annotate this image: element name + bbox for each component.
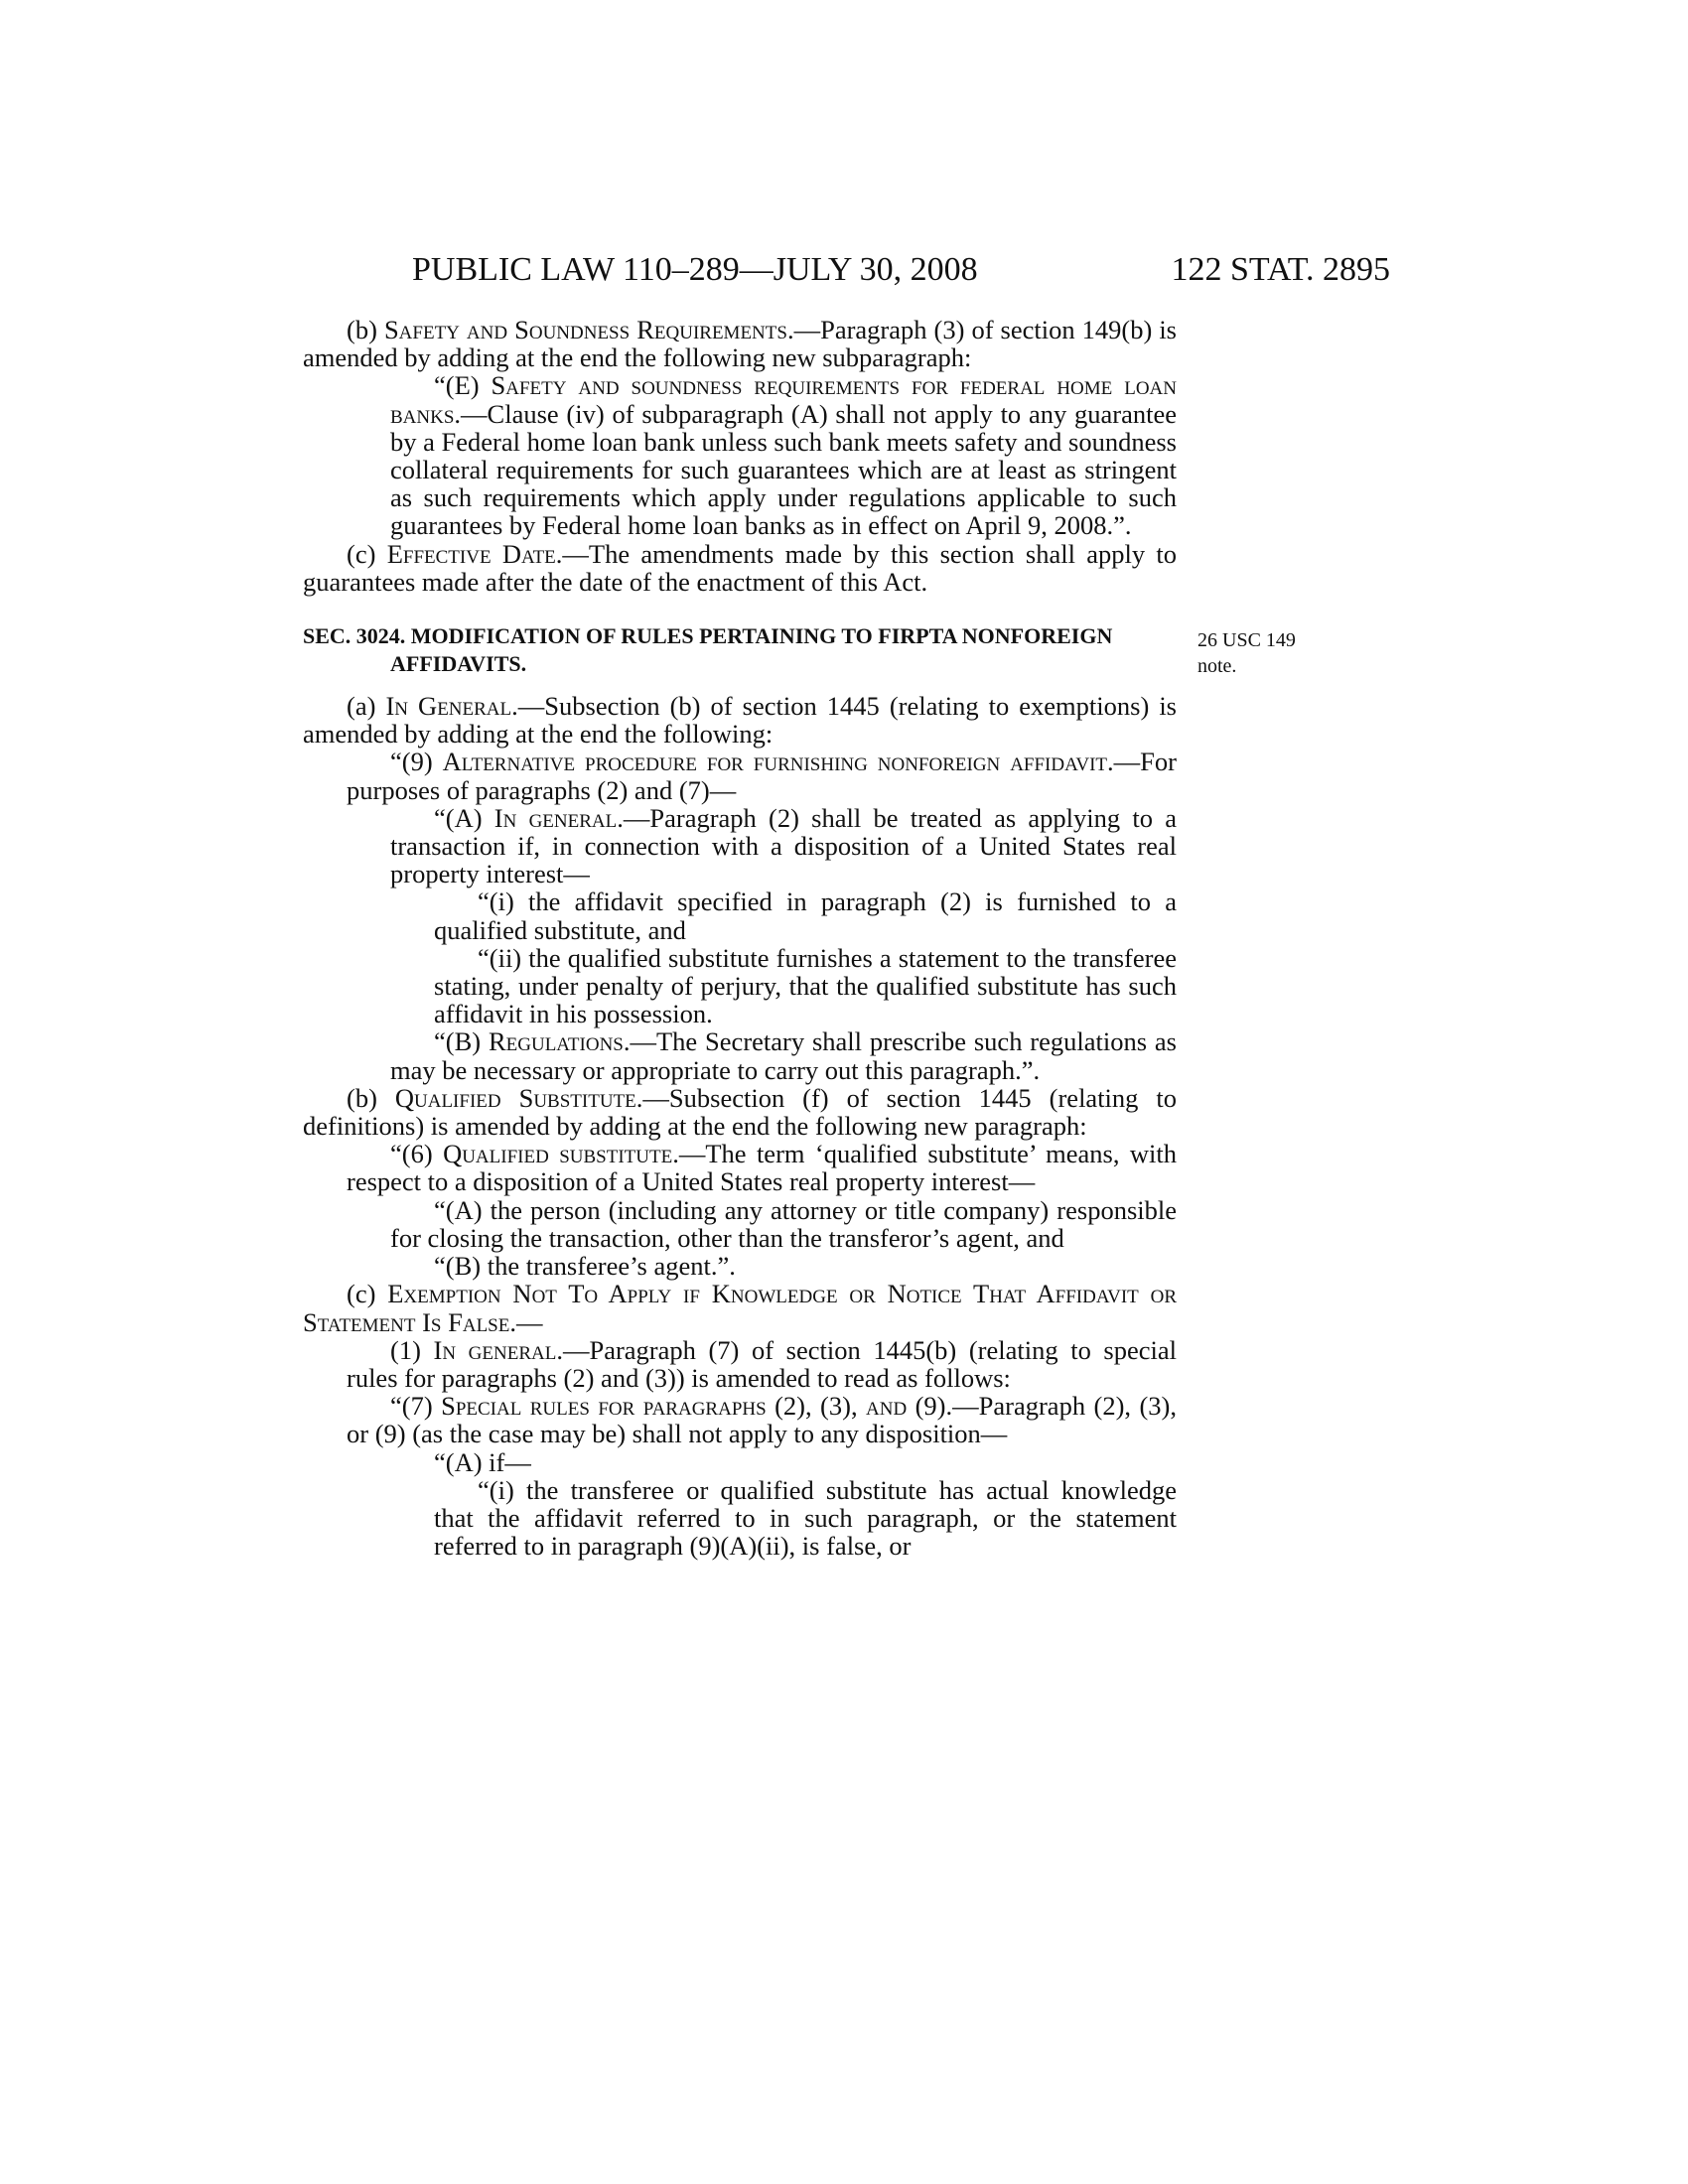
- subsection-b-safety-soundness: (b) Safety and Soundness Requirements.—Paragraph (3) of section 149(b) is amended by adding at the end the following new subparagraph:: [303, 315, 1177, 373]
- subparagraph-a-closing-person: “(A) the person (including any attorney or title company) responsible for closing the transaction, other than the transferor’s agent, and: [390, 1194, 1177, 1253]
- clause-i-affidavit: “(i) the affidavit specified in paragraph (2) is furnished to a qualified substitute, and: [434, 887, 1177, 945]
- paragraph-6-qualified-substitute: “(6) Qualified substitute.—The term ‘qualified substitute’ means, with respect to a disposition of a United States real property interest—: [347, 1139, 1178, 1197]
- subsection-b-qualified-substitute: (b) Qualified Substitute.—Subsection (f) of section 1445 (relating to definitions) is amended by adding at the end the following new paragraph:: [303, 1082, 1177, 1142]
- subsection-c-effective-date: (c) Effective Date.—The amendments made by this section shall apply to guarantees made after the date of the enactment of this Act.: [303, 538, 1177, 597]
- subparagraph-b-transferee-agent: “(B) the transferee’s agent.”.: [434, 1251, 736, 1282]
- clause-ii-statement: “(ii) the qualified substitute furnishes a statement to the transferee stating, under penalty of perjury, that the qualified substitute has such affidavit in his possession.: [434, 942, 1177, 1029]
- subparagraph-e-fhlb-requirements: “(E) Safety and soundness requirements for federal home loan banks.—Clause (iv) of subparagraph (A) shall not apply to any guarantee by a Federal home loan bank unless such bank meets safety and soundness collateral requirements for such guarantees which are at least as stringent as such requirements which apply under regulations applicable to such guarantees by Federal home loan banks as in effect on April 9, 2008.”.: [390, 370, 1177, 541]
- subsection-c-exemption-heading: (c) Exemption Not To Apply if Knowledge or Notice That Affidavit or Statement Is False.—: [303, 1279, 1177, 1337]
- paragraph-9-alternative-procedure: “(9) Alternative procedure for furnishing nonforeign affidavit.—For purposes of paragraphs (2) and (7)—: [347, 747, 1177, 805]
- clause-i-actual-knowledge: “(i) the transferee or qualified substitute has actual knowledge that the affidavit referred to in such paragraph, or the statement referred to in paragraph (9)(A)(ii), is false, or: [434, 1474, 1177, 1562]
- paragraph-1-in-general: (1) In general.—Paragraph (7) of section 1445(b) (relating to special rules for paragraphs (2) and (3)) is amended to read as follows:: [347, 1334, 1178, 1393]
- section-heading-3024: SEC. 3024. MODIFICATION OF RULES PERTAINING TO FIRPTA NONFOREIGN AFFIDAVITS.: [303, 623, 1113, 677]
- subparagraph-b-regulations: “(B) Regulations.—The Secretary shall prescribe such regulations as may be necessary or appropriate to carry out this paragraph.”.: [390, 1026, 1178, 1085]
- subparagraph-a-if: “(A) if—: [434, 1446, 531, 1477]
- page-body: [303, 316, 1177, 1560]
- subparagraph-a-in-general: “(A) In general.—Paragraph (2) shall be treated as applying to a transaction if, in connection with a disposition of a United States real property interest—: [390, 802, 1177, 889]
- margin-citation-note: [1197, 627, 1307, 679]
- statute-page-number: 122 STAT. 2895: [1171, 251, 1390, 288]
- page-header: [303, 246, 1390, 294]
- subsection-a-in-general: (a) In General.—Subsection (b) of section 1445 (relating to exemptions) is amended by adding at the end the following:: [303, 691, 1177, 750]
- paragraph-7-special-rules: “(7) Special rules for paragraphs (2), (3), and (9).—Paragraph (2), (3), or (9) (as the case may be) shall not apply to any disposition—: [347, 1391, 1177, 1449]
- margin-citation-line-1: 26 USC 149: [1197, 629, 1296, 651]
- running-head-title: PUBLIC LAW 110–289—JULY 30, 2008: [412, 251, 978, 288]
- margin-citation-line-2: note.: [1197, 655, 1237, 677]
